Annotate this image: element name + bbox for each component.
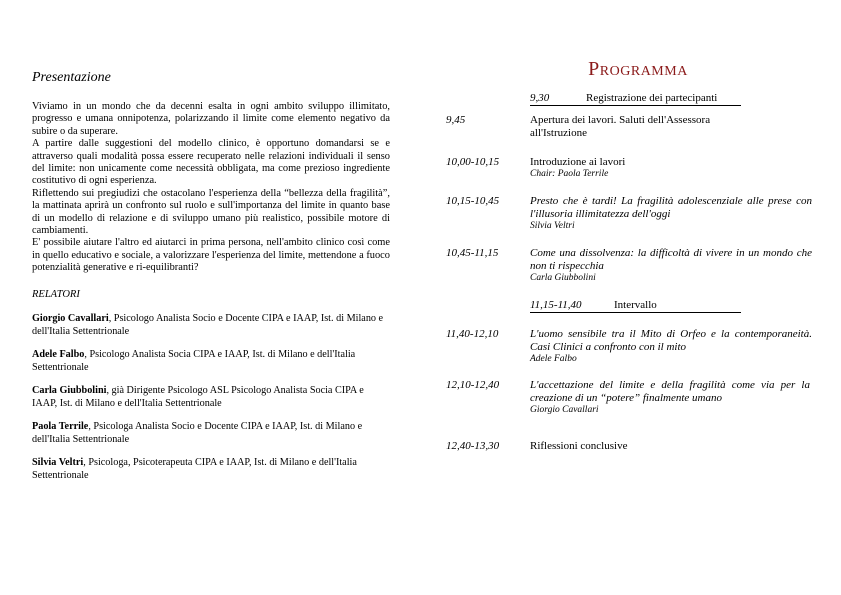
introduzione-chair: Chair: Paola Terrile [530,169,609,179]
presentazione-paragraph: Riflettendo sui pregiudizi che ostacolano l'esperienza della “bellezza della fragilità”, la mattinata aprirà un confronto sul ruolo e sull'importanza del limite in quanto base di un modello di relazione e di sviluppo umano più realistico, possibile motore di cambiamenti. [32,187,390,237]
relatore-item [32,456,390,482]
uomo-content [530,328,812,365]
left-column [32,70,390,492]
programma-item-riflessioni [446,440,812,453]
relatore-name: Adele Falbo [32,348,85,360]
presto-content [530,195,812,232]
relatore-item [32,384,390,410]
introduzione-content [530,156,812,180]
programma-item-presto [446,195,812,232]
introduzione-title: Introduzione ai lavori [530,156,626,168]
dissolvenza-content [530,247,812,284]
programma-item-uomo [446,328,812,365]
apertura-content [530,114,812,140]
relatore-item [32,348,390,374]
relatori-title: RELATORI [32,288,80,300]
presto-speaker: Silvia Veltri [530,221,575,231]
relatore-item [32,312,390,338]
programma-item-intervallo [446,299,812,313]
apertura-title: Apertura dei lavori. Saluti dell'Assessora all'Istruzione [530,114,711,139]
presentazione-body [32,101,390,275]
relatore-name: Giorgio Cavallari [32,312,109,324]
uomo-time: 11,40-12,10 [446,328,499,340]
programma-item-registrazione [446,92,812,106]
relatore-desc: , Psicologa, Psicoterapeuta CIPA e IAAP, Ist. di Milano e dell'Italia Settentrionale [32,456,357,481]
accettazione-speaker: Giorgio Cavallari [530,405,599,415]
uomo-speaker: Adele Falbo [530,354,577,364]
riflessioni-time: 12,40-13,30 [446,440,500,452]
presto-time: 10,15-10,45 [446,195,500,207]
riflessioni-content [530,440,812,453]
programma-item-accettazione [446,379,812,416]
introduzione-time: 10,00-10,15 [446,156,500,168]
intervallo-band [530,299,741,313]
relatore-name: Carla Giubbolini [32,384,107,396]
relatore-desc: , Psicologa Analista Socio e Docente CIPA e IAAP, Ist. di Milano e dell'Italia Settentrionale [32,420,363,445]
presentazione-paragraph: A partire dalle suggestioni del modello clinico, è opportuno domandarsi se e attraverso quali modalità possa essere recuperato nelle relazioni individuali il senso del limite: non unicamente come necessità obbligata, ma come prezioso ingrediente costitutivo di ogni esperienza. [32,138,390,187]
programma-column [446,58,812,453]
relatore-desc: , Psicologo Analista Socia CIPA e IAAP, Ist. di Milano e dell'Italia Settentrionale [32,348,356,373]
intervallo-time: 11,15-11,40 [530,299,582,311]
programma-title: Programma [588,58,688,80]
intervallo-label: Intervallo [614,299,657,311]
riflessioni-title: Riflessioni conclusive [530,440,628,452]
presentazione-paragraph: Viviamo in un mondo che da decenni esalta in ogni ambito sviluppo illimitato, progresso e umana onnipotenza, polarizzando il limite come elemento negativo da subire o da superare. [32,101,390,137]
programma-item-apertura [446,114,812,140]
presto-title: Presto che è tardi! La fragilità adolescenziale alle prese con l'illusoria illimitatezza dell'oggi [530,195,812,220]
relatore-name: Silvia Veltri [32,456,84,468]
registrazione-band [530,92,741,106]
accettazione-content [530,379,812,416]
dissolvenza-title: Come una dissolvenza: la difficoltà di vivere in un mondo che non ti rispecchia [530,247,812,272]
relatore-name: Paola Terrile [32,420,89,432]
uomo-title: L'uomo sensibile tra il Mito di Orfeo e la contemporaneità. Casi Clinici a confronto con il mito [530,328,812,353]
programma-item-dissolvenza [446,247,812,284]
accettazione-time: 12,10-12,40 [446,379,500,391]
registrazione-label: Registrazione dei partecipanti [586,92,718,104]
relatore-desc: , Psicologo Analista Socio e Docente CIPA e IAAP, Ist. di Milano e dell'Italia Settentrionale [32,312,384,337]
apertura-time: 9,45 [446,114,466,126]
dissolvenza-speaker: Carla Giubbolini [530,273,596,283]
presentazione-paragraph: E' possibile aiutare l'altro ed aiutarci in prima persona, nell'ambito clinico così come in quello educativo e sociale, a valorizzare l'esperienza del limite, mettendone a fuoco potenzialità generative e ri-equilibranti? [32,237,390,274]
programma-item-introduzione [446,156,812,180]
dissolvenza-time: 10,45-11,15 [446,247,499,259]
relatore-item [32,420,390,446]
accettazione-title: L'accettazione del limite e della fragilità come via per la creazione di un “potere” finalmente umano [530,379,810,404]
relatore-desc: , già Dirigente Psicologo ASL Psicologo Analista Socia CIPA e IAAP, Ist. di Milano e dell'Italia Settentrionale [32,384,364,409]
registrazione-time: 9,30 [530,92,550,104]
presentazione-title: Presentazione [32,70,111,85]
